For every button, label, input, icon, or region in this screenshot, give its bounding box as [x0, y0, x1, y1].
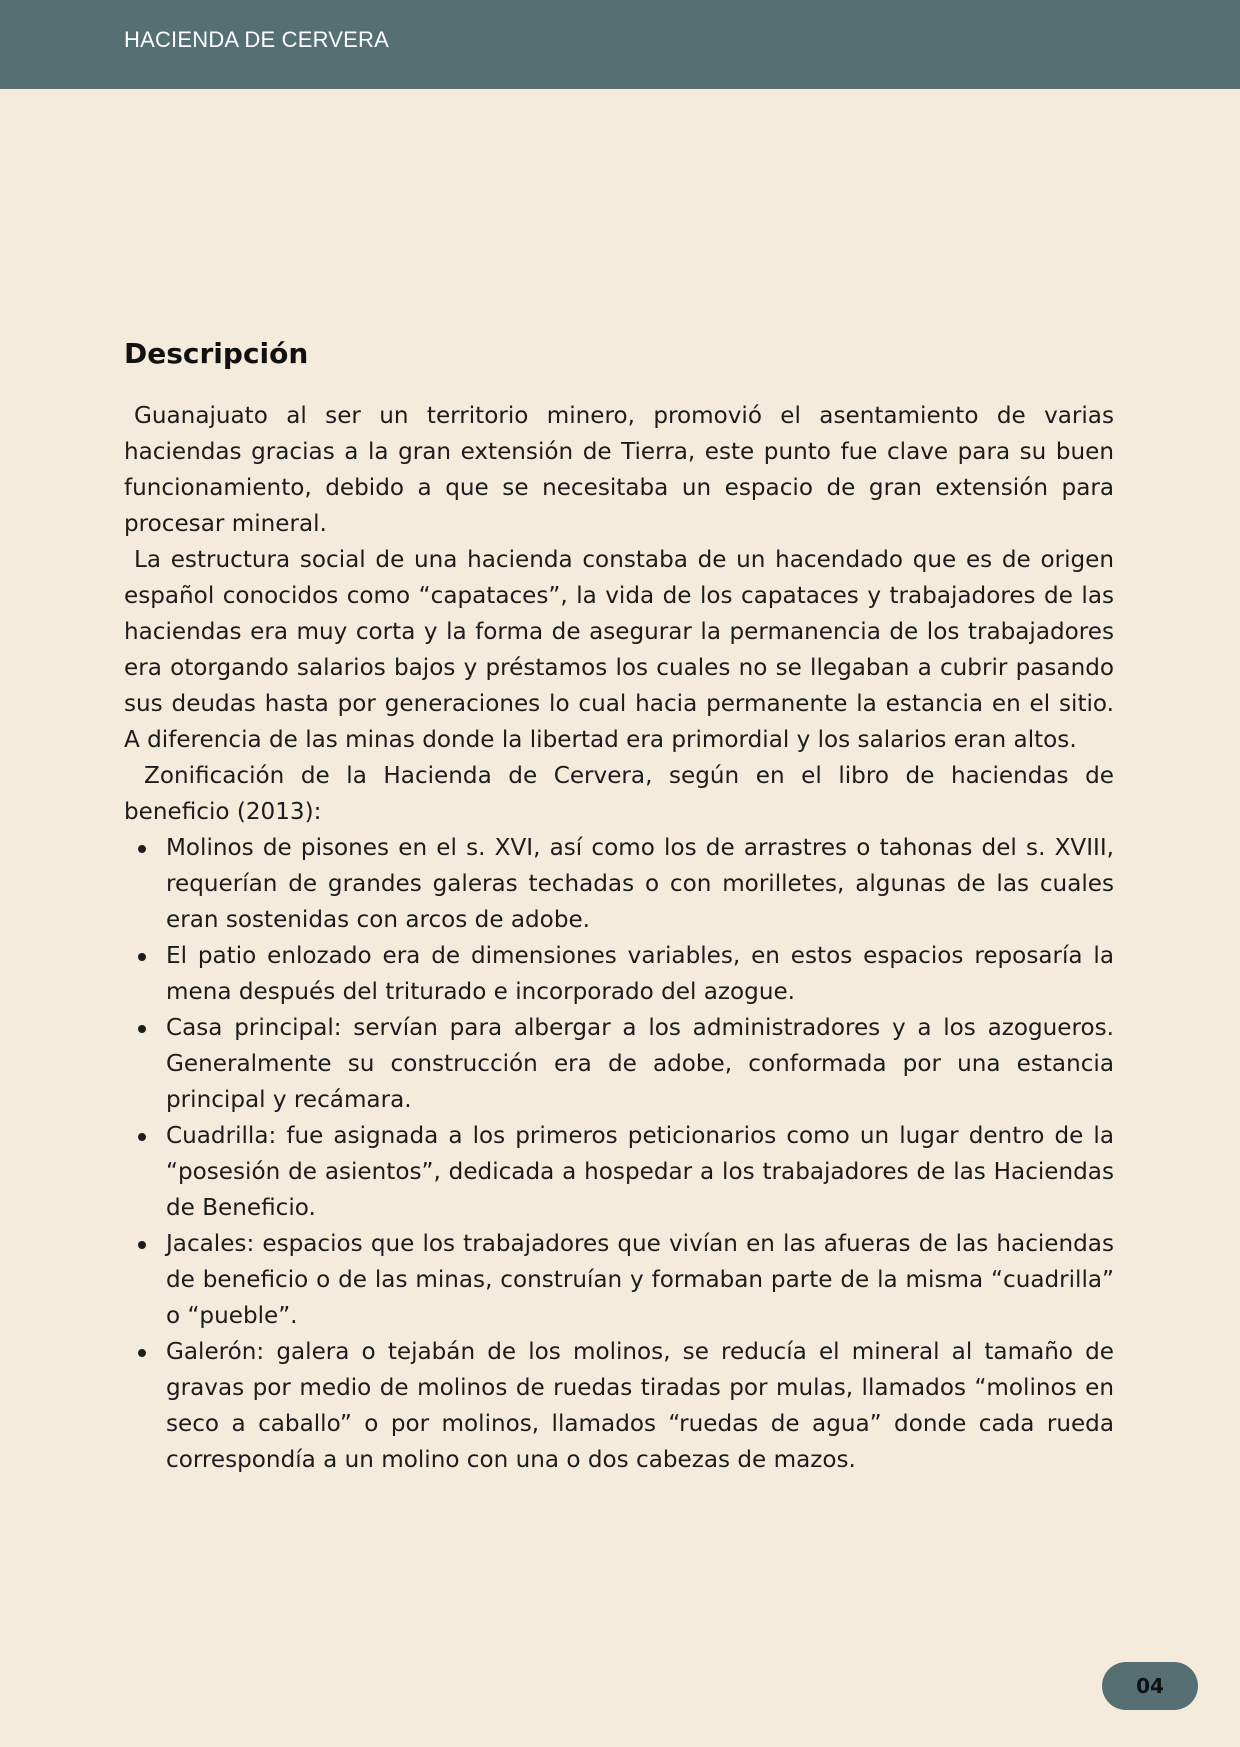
- paragraph: Guanajuato al ser un territorio minero, promovió el asentamiento de varias haciendas gracias a la gran extensión de Tierra, este punto fue clave para su buen funcionamiento, debido a que se necesitaba un espacio de gran extensión para procesar mineral.: [124, 403, 1114, 537]
- bullet-icon: [138, 1241, 146, 1249]
- paragraph: Zonificación de la Hacienda de Cervera, según en el libro de haciendas de beneficio (2013):: [124, 763, 1114, 825]
- bullet-icon: [138, 1133, 146, 1141]
- list-item: [124, 1226, 1114, 1334]
- list-item-text: Galerón: galera o tejabán de los molinos, se reducía el mineral al tamaño de gravas por medio de molinos de ruedas tiradas por mulas, llamados “molinos en seco a caballo” o por molinos, llamados “ruedas de agua” donde cada rueda correspondía a un molino con una o dos cabezas de mazos.: [166, 1339, 1114, 1473]
- document-title: HACIENDA DE CERVERA: [124, 27, 390, 52]
- list-item-text: Cuadrilla: fue asignada a los primeros peticionarios como un lugar dentro de la “posesión de asientos”, dedicada a hospedar a los trabajadores de las Haciendas de Beneficio.: [166, 1123, 1114, 1221]
- section-heading: Descripción: [124, 337, 309, 370]
- header-bar: [0, 0, 1240, 89]
- bullet-icon: [138, 1349, 146, 1357]
- list-item: [124, 1118, 1114, 1226]
- bullet-icon: [138, 953, 146, 961]
- bullet-icon: [138, 845, 146, 853]
- list-item: [124, 1010, 1114, 1118]
- list-item-text: Molinos de pisones en el s. XVI, así como los de arrastres o tahonas del s. XVIII, requerían de grandes galeras techadas o con morilletes, algunas de las cuales eran sostenidas con arcos de adobe.: [166, 835, 1114, 933]
- list-item-text: Casa principal: servían para albergar a los administradores y a los azogueros. Generalmente su construcción era de adobe, conformada por una estancia principal y recámara.: [166, 1015, 1114, 1113]
- list-item-text: El patio enlozado era de dimensiones variables, en estos espacios reposaría la mena después del triturado e incorporado del azogue.: [166, 943, 1114, 1005]
- body-text: [124, 398, 1114, 1478]
- list-item: [124, 830, 1114, 938]
- list-item: [124, 938, 1114, 1010]
- page-number-badge: 04: [1102, 1662, 1198, 1710]
- zoning-list: [124, 830, 1114, 1478]
- bullet-icon: [138, 1025, 146, 1033]
- paragraph: La estructura social de una hacienda constaba de un hacendado que es de origen español conocidos como “capataces”, la vida de los capataces y trabajadores de las haciendas era muy corta y la forma de asegurar la permanencia de los trabajadores era otorgando salarios bajos y préstamos los cuales no se llegaban a cubrir pasando sus deudas hasta por generaciones lo cual hacia permanente la estancia en el sitio. A diferencia de las minas donde la libertad era primordial y los salarios eran altos.: [124, 547, 1114, 753]
- list-item-text: Jacales: espacios que los trabajadores que vivían en las afueras de las haciendas de beneficio o de las minas, construían y formaban parte de la misma “cuadrilla” o “pueble”.: [166, 1231, 1114, 1329]
- main-content: [124, 337, 1114, 1478]
- list-item: [124, 1334, 1114, 1478]
